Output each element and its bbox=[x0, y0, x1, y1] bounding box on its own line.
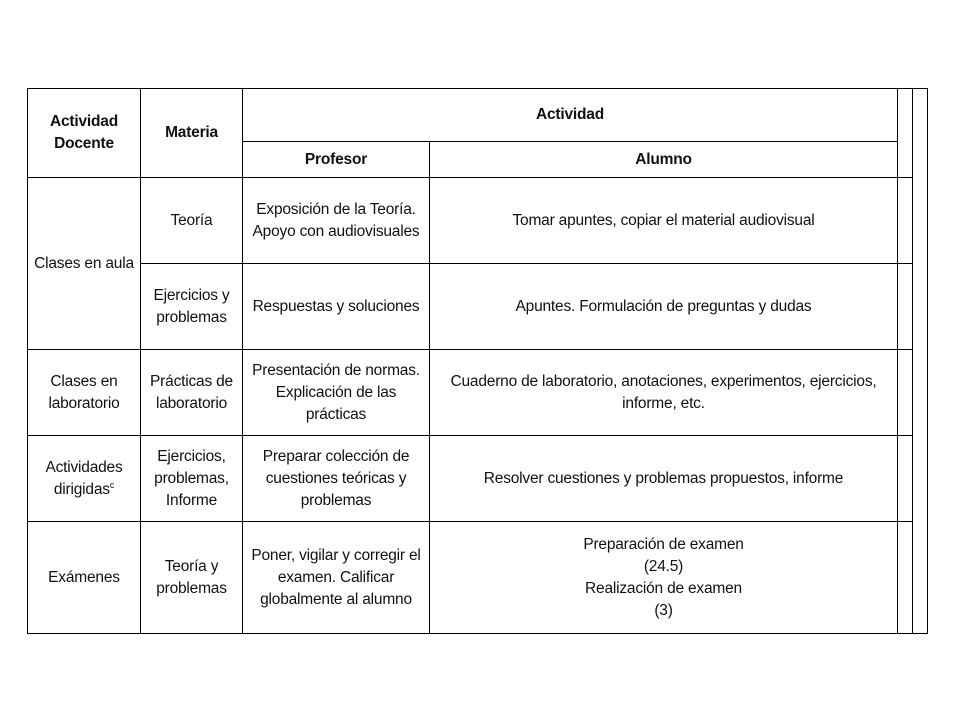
table-row bbox=[28, 264, 928, 350]
actividad-docente-cell: Clases en laboratorio bbox=[28, 350, 141, 436]
materia-cell: Teoría bbox=[141, 178, 243, 264]
materia-cell: Ejercicios, problemas, Informe bbox=[141, 436, 243, 522]
activity-table-container bbox=[27, 88, 928, 634]
alumno-cell: Tomar apuntes, copiar el material audiovisual bbox=[430, 178, 898, 264]
empty-cell bbox=[898, 178, 913, 264]
actividad-docente-text: Actividades dirigidas bbox=[45, 458, 123, 498]
header-profesor: Profesor bbox=[243, 142, 430, 178]
empty-cell bbox=[898, 436, 913, 522]
activity-table bbox=[27, 88, 928, 634]
alumno-line: Preparación de examen bbox=[583, 535, 744, 553]
alumno-cell bbox=[430, 522, 898, 634]
alumno-line: Realización de examen bbox=[585, 579, 742, 597]
header-materia: Materia bbox=[141, 89, 243, 178]
materia-cell: Prácticas de laboratorio bbox=[141, 350, 243, 436]
header-actividad: Actividad bbox=[243, 89, 898, 142]
table-row bbox=[28, 350, 928, 436]
alumno-line: (24.5) bbox=[643, 557, 684, 575]
alumno-cell: Apuntes. Formulación de preguntas y dudas bbox=[430, 264, 898, 350]
empty-cell bbox=[898, 89, 913, 178]
alumno-cell: Resolver cuestiones y problemas propuestos, informe bbox=[430, 436, 898, 522]
actividad-docente-cell bbox=[28, 436, 141, 522]
actividad-docente-cell: Clases en aula bbox=[28, 178, 141, 350]
table-row bbox=[28, 436, 928, 522]
empty-cell bbox=[898, 264, 913, 350]
actividad-docente-cell: Exámenes bbox=[28, 522, 141, 634]
profesor-cell: Respuestas y soluciones bbox=[243, 264, 430, 350]
alumno-line: (3) bbox=[654, 601, 673, 619]
profesor-cell: Preparar colección de cuestiones teóricas y problemas bbox=[243, 436, 430, 522]
table-row bbox=[28, 178, 928, 264]
alumno-cell: Cuaderno de laboratorio, anotaciones, experimentos, ejercicios, informe, etc. bbox=[430, 350, 898, 436]
header-actividad-docente: Actividad Docente bbox=[28, 89, 141, 178]
empty-cell bbox=[898, 522, 913, 634]
materia-cell: Ejercicios y problemas bbox=[141, 264, 243, 350]
empty-cell bbox=[898, 350, 913, 436]
footnote-marker: c bbox=[109, 479, 115, 490]
materia-cell: Teoría y problemas bbox=[141, 522, 243, 634]
profesor-cell: Poner, vigilar y corregir el examen. Calificar globalmente al alumno bbox=[243, 522, 430, 634]
table-row bbox=[28, 522, 928, 634]
empty-column bbox=[913, 89, 928, 634]
profesor-cell: Exposición de la Teoría. Apoyo con audiovisuales bbox=[243, 178, 430, 264]
profesor-cell: Presentación de normas. Explicación de las prácticas bbox=[243, 350, 430, 436]
header-alumno: Alumno bbox=[430, 142, 898, 178]
